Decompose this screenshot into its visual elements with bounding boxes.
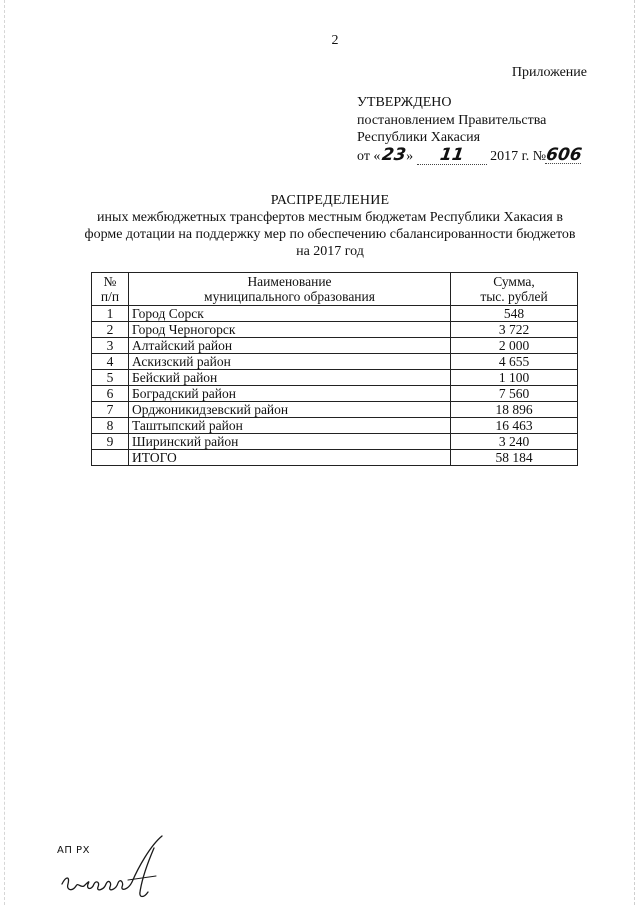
row-num: 6: [92, 386, 129, 402]
handwritten-month: 11: [438, 144, 465, 165]
row-num: 7: [92, 402, 129, 418]
table-total-row: [92, 450, 578, 466]
document-title: [70, 192, 590, 260]
handwritten-signature: [58, 832, 178, 902]
title-line-3: на 2017 год: [296, 244, 364, 259]
row-name: Боградский район: [129, 386, 451, 402]
table-row: [92, 322, 578, 338]
row-sum: 548: [451, 306, 578, 322]
table-row: [92, 418, 578, 434]
row-sum: 4 655: [451, 354, 578, 370]
date-year: 2017 г. №: [490, 148, 547, 164]
date-prefix: от «: [357, 148, 381, 164]
row-sum: 3 240: [451, 434, 578, 450]
page-edge-right: [634, 0, 635, 905]
approval-line-republic: Республики Хакасия: [357, 130, 481, 145]
row-sum: 18 896: [451, 402, 578, 418]
distribution-table: [91, 272, 578, 466]
row-sum: 2 000: [451, 338, 578, 354]
header-sum: Сумма, тыс. рублей: [451, 273, 578, 306]
stamp-label: АП РХ: [57, 845, 90, 856]
date-mid: »: [406, 148, 414, 164]
page-number: 2: [331, 33, 339, 48]
handwritten-doc-number: 606: [544, 144, 584, 165]
total-sum: 58 184: [451, 450, 578, 466]
row-num: 8: [92, 418, 129, 434]
table-row: [92, 402, 578, 418]
row-sum: 7 560: [451, 386, 578, 402]
row-num: 3: [92, 338, 129, 354]
row-name: Алтайский район: [129, 338, 451, 354]
row-name: Бейский район: [129, 370, 451, 386]
row-sum: 1 100: [451, 370, 578, 386]
table-row: [92, 354, 578, 370]
title-line-2: форме дотации на поддержку мер по обеспечению сбалансированности бюджетов: [84, 227, 576, 242]
row-name: Таштыпский район: [129, 418, 451, 434]
table-row: [92, 370, 578, 386]
handwritten-day: 23: [381, 144, 408, 165]
table-row: [92, 434, 578, 450]
row-name: Город Сорск: [129, 306, 451, 322]
row-num: 1: [92, 306, 129, 322]
table-row: [92, 386, 578, 402]
approval-block: [357, 94, 582, 165]
table-row: [92, 338, 578, 354]
appendix-label: Приложение: [511, 65, 587, 80]
title-heading: РАСПРЕДЕЛЕНИЕ: [270, 193, 390, 208]
row-name: Орджоникидзевский район: [129, 402, 451, 418]
approval-date-line: [357, 144, 584, 166]
row-num: 4: [92, 354, 129, 370]
total-num: [92, 450, 129, 466]
table-header-row: [92, 273, 578, 306]
approval-title: УТВЕРЖДЕНО: [357, 95, 452, 110]
row-name: Аскизский район: [129, 354, 451, 370]
row-num: 9: [92, 434, 129, 450]
header-num: № п/п: [92, 273, 129, 306]
row-name: Ширинский район: [129, 434, 451, 450]
total-label: ИТОГО: [129, 450, 451, 466]
row-name: Город Черногорск: [129, 322, 451, 338]
header-name: Наименование муниципального образования: [129, 273, 451, 306]
table-row: [92, 306, 578, 322]
page-edge-left: [4, 0, 5, 905]
title-line-1: иных межбюджетных трансфертов местным бюджетам Республики Хакасия в: [97, 210, 563, 225]
approval-line-decree: постановлением Правительства: [357, 112, 547, 128]
row-num: 2: [92, 322, 129, 338]
row-sum: 16 463: [451, 418, 578, 434]
row-num: 5: [92, 370, 129, 386]
row-sum: 3 722: [451, 322, 578, 338]
